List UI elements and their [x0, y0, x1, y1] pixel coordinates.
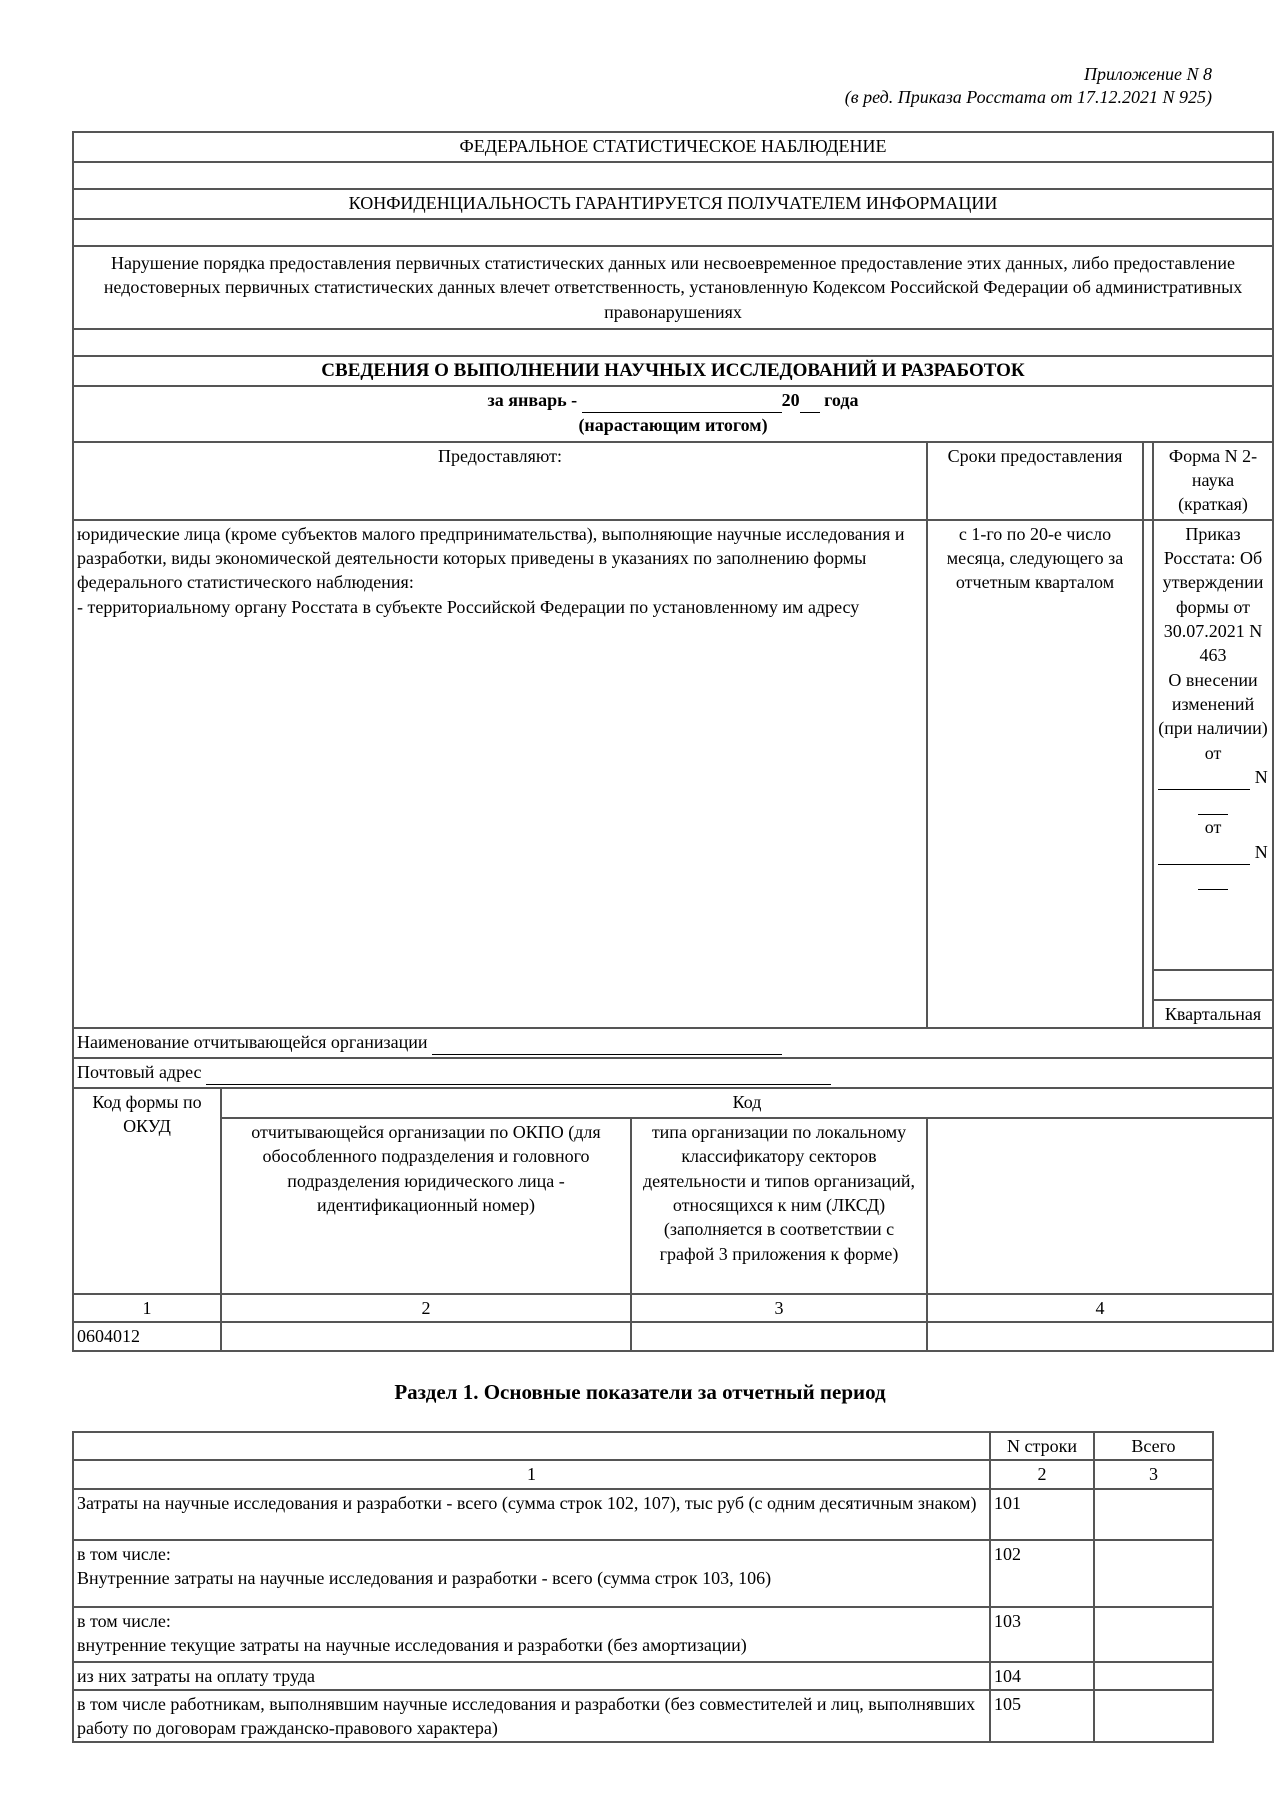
okpo-value-cell[interactable]: [221, 1322, 631, 1350]
approval-order: [1153, 520, 1273, 970]
row-value-cell[interactable]: [1094, 1489, 1213, 1540]
table-row: [73, 1489, 1213, 1540]
col-number-2: 2: [990, 1460, 1094, 1488]
liability-warning: Нарушение порядка предоставления первичных статистических данных или несвоевременное предоставление этих данных, либо предоставление недостоверных первичных статистических данных влечет ответственность, установленную Кодексом Российской Федерации об административных правонарушениях: [73, 246, 1273, 329]
form-number-header: Форма N 2-наука (краткая): [1153, 442, 1273, 520]
row-number: 101: [990, 1489, 1094, 1540]
postal-address-label: Почтовый адрес: [77, 1062, 202, 1083]
row-prefix: в том числе:: [77, 1543, 171, 1564]
submitters-destination: - территориальному органу Росстата в субъекте Российской Федерации по установленному им адресу: [77, 596, 860, 617]
federal-observation-title: ФЕДЕРАЛЬНОЕ СТАТИСТИЧЕСКОЕ НАБЛЮДЕНИЕ: [73, 132, 1273, 162]
divider-cell: [1143, 442, 1153, 520]
col-number-3: 3: [631, 1294, 927, 1322]
spacer-row: [73, 162, 1273, 189]
order-from-label: от: [1204, 817, 1222, 838]
deadline-text: с 1-го по 20-е число месяца, следующего за отчетным кварталом: [927, 520, 1143, 1028]
cumulative-note: (нарастающим итогом): [578, 415, 768, 436]
row-value-cell[interactable]: [1094, 1662, 1213, 1690]
deadline-header: Сроки предоставления: [927, 442, 1143, 520]
amendment-date-blank-2[interactable]: [1158, 840, 1250, 865]
order-n-label: N: [1254, 766, 1268, 787]
order-from-label: от: [1204, 742, 1222, 763]
section-header-blank: [73, 1432, 990, 1460]
row-value-cell[interactable]: [1094, 1607, 1213, 1662]
empty-code-header: [927, 1118, 1273, 1294]
confidentiality-note: КОНФИДЕНЦИАЛЬНОСТЬ ГАРАНТИРУЕТСЯ ПОЛУЧАТЕЛЕМ ИНФОРМАЦИИ: [73, 189, 1273, 219]
spacer-row: [73, 329, 1273, 356]
period-year-blank[interactable]: [800, 388, 820, 413]
row-text: в том числе работникам, выполнявшим научные исследования и разработки (без совместителей и лиц, выполнявших работу по договорам гражданско-правового характера): [73, 1690, 990, 1743]
postal-address-row: [73, 1058, 1273, 1088]
row-value-cell[interactable]: [1094, 1540, 1213, 1607]
table-row: [73, 1540, 1213, 1607]
row-number: 102: [990, 1540, 1094, 1607]
order-approval-text: Приказ Росстата: Об утверждении формы от 30.07.2021 N 463: [1162, 523, 1264, 666]
row-text: Внутренние затраты на научные исследования и разработки - всего (сумма строк 103, 106): [77, 1567, 772, 1588]
form-header-table: [72, 131, 1274, 1352]
report-period: [73, 386, 1273, 442]
row-number: 103: [990, 1607, 1094, 1662]
submitters-description: [73, 520, 927, 1028]
code-header: Код: [221, 1088, 1273, 1118]
period-prefix: за январь -: [487, 389, 578, 410]
submitters-text: юридические лица (кроме субъектов малого предпринимательства), выполняющие научные исследования и разработки, виды экономической деятельности которых приведены в указаниях по заполнению формы федерального статистического наблюдения:: [77, 523, 905, 593]
spacer-row: [73, 219, 1273, 246]
org-name-field[interactable]: [432, 1030, 782, 1055]
divider-cell: [1143, 520, 1153, 1028]
col-number-2: 2: [221, 1294, 631, 1322]
okpo-header: отчитывающейся организации по ОКПО (для обособленного подразделения и головного подразделения юридического лица - идентификационный номер): [221, 1118, 631, 1294]
row-number: 104: [990, 1662, 1094, 1690]
extra-value-cell[interactable]: [927, 1322, 1273, 1350]
periodicity: Квартальная: [1153, 1000, 1273, 1028]
lksd-value-cell[interactable]: [631, 1322, 927, 1350]
row-text: внутренние текущие затраты на научные исследования и разработки (без амортизации): [77, 1634, 747, 1655]
row-text-cell: [73, 1540, 990, 1607]
postal-address-field[interactable]: [206, 1060, 831, 1085]
order-amendment-text: О внесении изменений (при наличии): [1158, 669, 1268, 739]
period-month-blank[interactable]: [582, 388, 782, 413]
okud-value: 0604012: [73, 1322, 221, 1350]
appendix-note: [845, 63, 1212, 110]
submitters-header: Предоставляют:: [73, 442, 927, 520]
table-row: [73, 1662, 1213, 1690]
col-number-4: 4: [927, 1294, 1273, 1322]
table-row: [73, 1690, 1213, 1743]
row-text: Затраты на научные исследования и разработки - всего (сумма строк 102, 107), тыс руб (с одним десятичным знаком): [73, 1489, 990, 1540]
org-name-row: [73, 1028, 1273, 1058]
period-year: 20: [781, 389, 800, 410]
section-1-table: [72, 1431, 1214, 1743]
org-name-label: Наименование отчитывающейся организации: [77, 1032, 428, 1053]
amendment-number-blank-2[interactable]: [1198, 865, 1228, 890]
spacer-cell: [1153, 970, 1273, 1000]
amendment-number-blank-1[interactable]: [1198, 790, 1228, 815]
row-text-cell: [73, 1607, 990, 1662]
section-1-title: Раздел 1. Основные показатели за отчетный период: [394, 1380, 886, 1404]
col-number-3: 3: [1094, 1460, 1213, 1488]
appendix-edition: (в ред. Приказа Росстата от 17.12.2021 N 925): [844, 87, 1212, 108]
row-prefix: в том числе:: [77, 1610, 171, 1631]
amendment-date-blank-1[interactable]: [1158, 765, 1250, 790]
row-number: 105: [990, 1690, 1094, 1743]
total-header: Всего: [1094, 1432, 1213, 1460]
okud-header: Код формы по ОКУД: [73, 1088, 221, 1294]
report-title: СВЕДЕНИЯ О ВЫПОЛНЕНИИ НАУЧНЫХ ИССЛЕДОВАНИЙ И РАЗРАБОТОК: [73, 356, 1273, 386]
row-text: из них затраты на оплату труда: [73, 1662, 990, 1690]
period-suffix: года: [824, 389, 859, 410]
col-number-1: 1: [73, 1460, 990, 1488]
row-value-cell[interactable]: [1094, 1690, 1213, 1743]
row-number-header: N строки: [990, 1432, 1094, 1460]
lksd-header: типа организации по локальному классификатору секторов деятельности и типов организаций, относящихся к ним (ЛКСД) (заполняется в соответствии с графой 3 приложения к форме): [631, 1118, 927, 1294]
table-row: [73, 1607, 1213, 1662]
col-number-1: 1: [73, 1294, 221, 1322]
appendix-number: Приложение N 8: [1083, 64, 1212, 84]
order-n-label: N: [1254, 841, 1268, 862]
